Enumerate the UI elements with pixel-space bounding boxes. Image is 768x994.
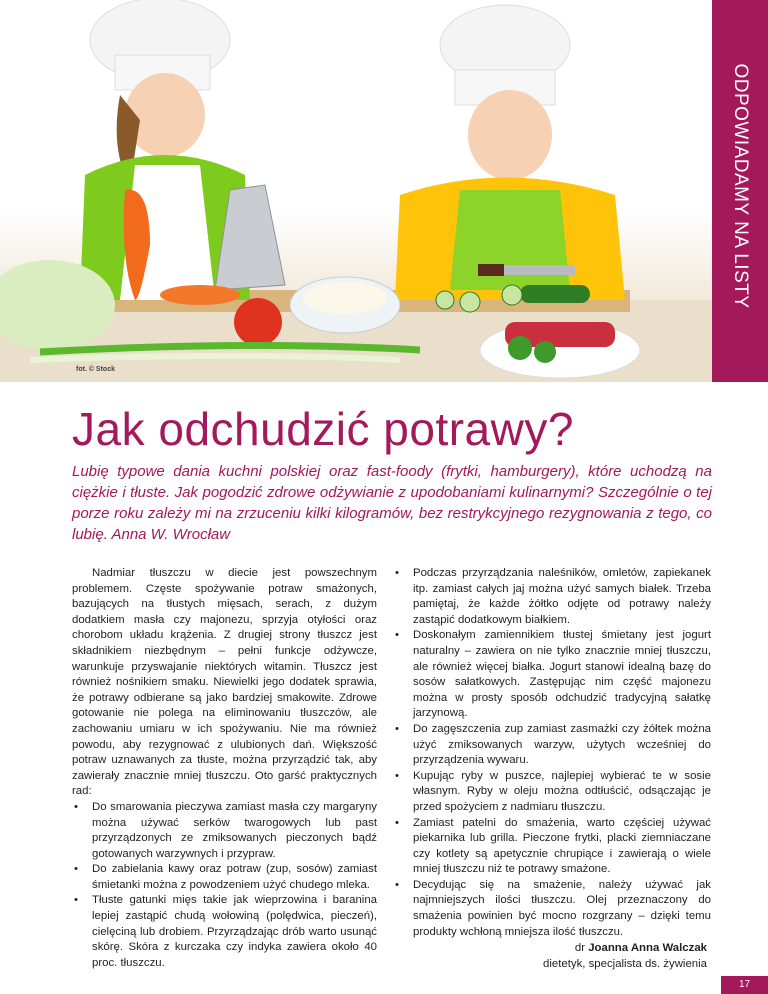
tips-list-right: [393, 566, 711, 940]
article-intro: Nadmiar tłuszczu w diecie jest powszechnym problemem. Częste spożywanie potraw smażonych, bazujących na tłustych mięsach, serach, z dużym dodatkiem masła czy majonezu, sprzyja otyłości oraz chorobom układu krążenia. Z drugiej strony tłuszcz jest składnikiem niezbędnym – pełni funkcje odżywcze, warunkuje przyswajanie niektórych witamin. Tłuszcz jest również nośnikiem smaku. Niewielki jego dodatek sprawia, że potrawy odbierane są jako bardziej smakowite. Zdrowe gotowanie nie polega na eliminowaniu tłuszczów, ale zachowaniu umiaru w ich spożywaniu. Nie ma również powodu, aby rezygnować z ulubionych dań. Większość potraw uznawanych za tłuste, można przyrządzić tak, aby zawierały znacznie mniej tłuszczu. Oto garść praktycznych rad:: [72, 567, 377, 798]
list-item: • Podczas przyrządzania naleśników, omletów, zapiekanek itp. zamiast całych jaj można użyć samych białek. Trzeba pamiętaj, że każde żółtko odjęte od potrawy należy zastąpić dodatkowym białkiem.: [395, 567, 711, 626]
reader-question: Lubię typowe dania kuchni polskiej oraz fast-foody (frytki, hamburgery), które uchodzą na ciężkie i tłuste. Jak pogodzić zdrowe odżywianie z upodobaniami kulinarnymi? Szczególnie o tej porze roku zależy mi na zrzuceniu kilki kilogramów, bez restrykcyjnego rezygnowania z tego, co lubię. Anna W. Wrocław: [72, 463, 712, 543]
list-item: • Kupując ryby w puszce, najlepiej wybierać te w sosie własnym. Ryby w oleju można odtłuścić, odsączając je przed spożyciem z nadmiaru tłuszczu.: [395, 769, 711, 813]
list-item: • Zamiast patelni do smażenia, warto częściej używać piekarnika lub grilla. Pieczone frytki, placki ziemniaczane czy kotlety są apetycznie chrupiące i zawierają o wiele mniej tłuszczu niż te potrawy smażone.: [395, 816, 711, 876]
author-prefix: dr: [574, 942, 586, 954]
cabbage-shreds: [303, 282, 387, 314]
list-item: • Do smarowania pieczywa zamiast masła czy margaryny można używać serków twarogowych lub past przyrządzonych ze zmiksowanych pieczonych bądź gotowanych warzywnych i przypraw.: [74, 800, 377, 860]
list-item: • Tłuste gatunki mięs takie jak wieprzowina i baranina lepiej zastąpić chudą wołowiną (polędwica, pieczeń), cielęciną lub drobiem. Przyrządzając drób warto usunąć skórę. Skóra z kurczaka czy indyka zawiera około 40 proc. tłuszczu.: [74, 894, 377, 969]
tips-list-left: [72, 800, 377, 972]
author-signature: [450, 941, 707, 972]
grated-carrot: [160, 285, 240, 305]
parsley: [508, 336, 532, 360]
photo-credit: fot. © Stock: [76, 366, 115, 373]
knife-handle: [478, 264, 504, 276]
kids-cooking-illustration: [0, 0, 712, 382]
author-name: Joanna Anna Walczak: [588, 942, 707, 954]
knife: [500, 265, 575, 275]
face-left: [125, 73, 205, 157]
cover-photo: [0, 0, 712, 382]
tomato: [234, 298, 282, 346]
article-column-right: [393, 566, 711, 940]
list-item: • Do zabielania kawy oraz potraw (zup, sosów) zamiast śmietanki można z powodzeniem użyć chudego mleka.: [74, 863, 377, 891]
section-label: ODPOWIADAMY NA LISTY: [730, 63, 751, 309]
list-item: • Doskonałym zamiennikiem tłustej śmietany jest jogurt naturalny – zawiera on nie tylko znacznie mniej tłuszczu, ale również więcej białka. Jogurt stanowi idealną bazę do sosów sałatkowych. Zastępując nim część majonezu można w prosty sposób odchudzić tradycyjną sałatkę jarzynową.: [395, 629, 711, 720]
cucumber: [520, 285, 590, 303]
page-number: 17: [721, 976, 768, 994]
article-column-left: [72, 566, 377, 971]
list-item: • Do zagęszczenia zup zamiast zasmażki czy żółtek można użyć zmiksowanych warzyw, użytych wcześniej do przyrządzenia wywaru.: [395, 722, 711, 767]
face-right: [468, 90, 552, 180]
author-title: dietetyk, specjalista ds. żywienia: [543, 957, 707, 970]
article-headline: Jak odchudzić potrawy?: [72, 403, 574, 455]
list-item: • Decydując się na smażenie, należy używać jak najmniejszych ilości tłuszczu. Olej przeznaczony do smażenia powinien być mocno rozgrzany – dzięki temu produkty wchłoną mniejsza ilość tłuszczu.: [395, 878, 711, 938]
